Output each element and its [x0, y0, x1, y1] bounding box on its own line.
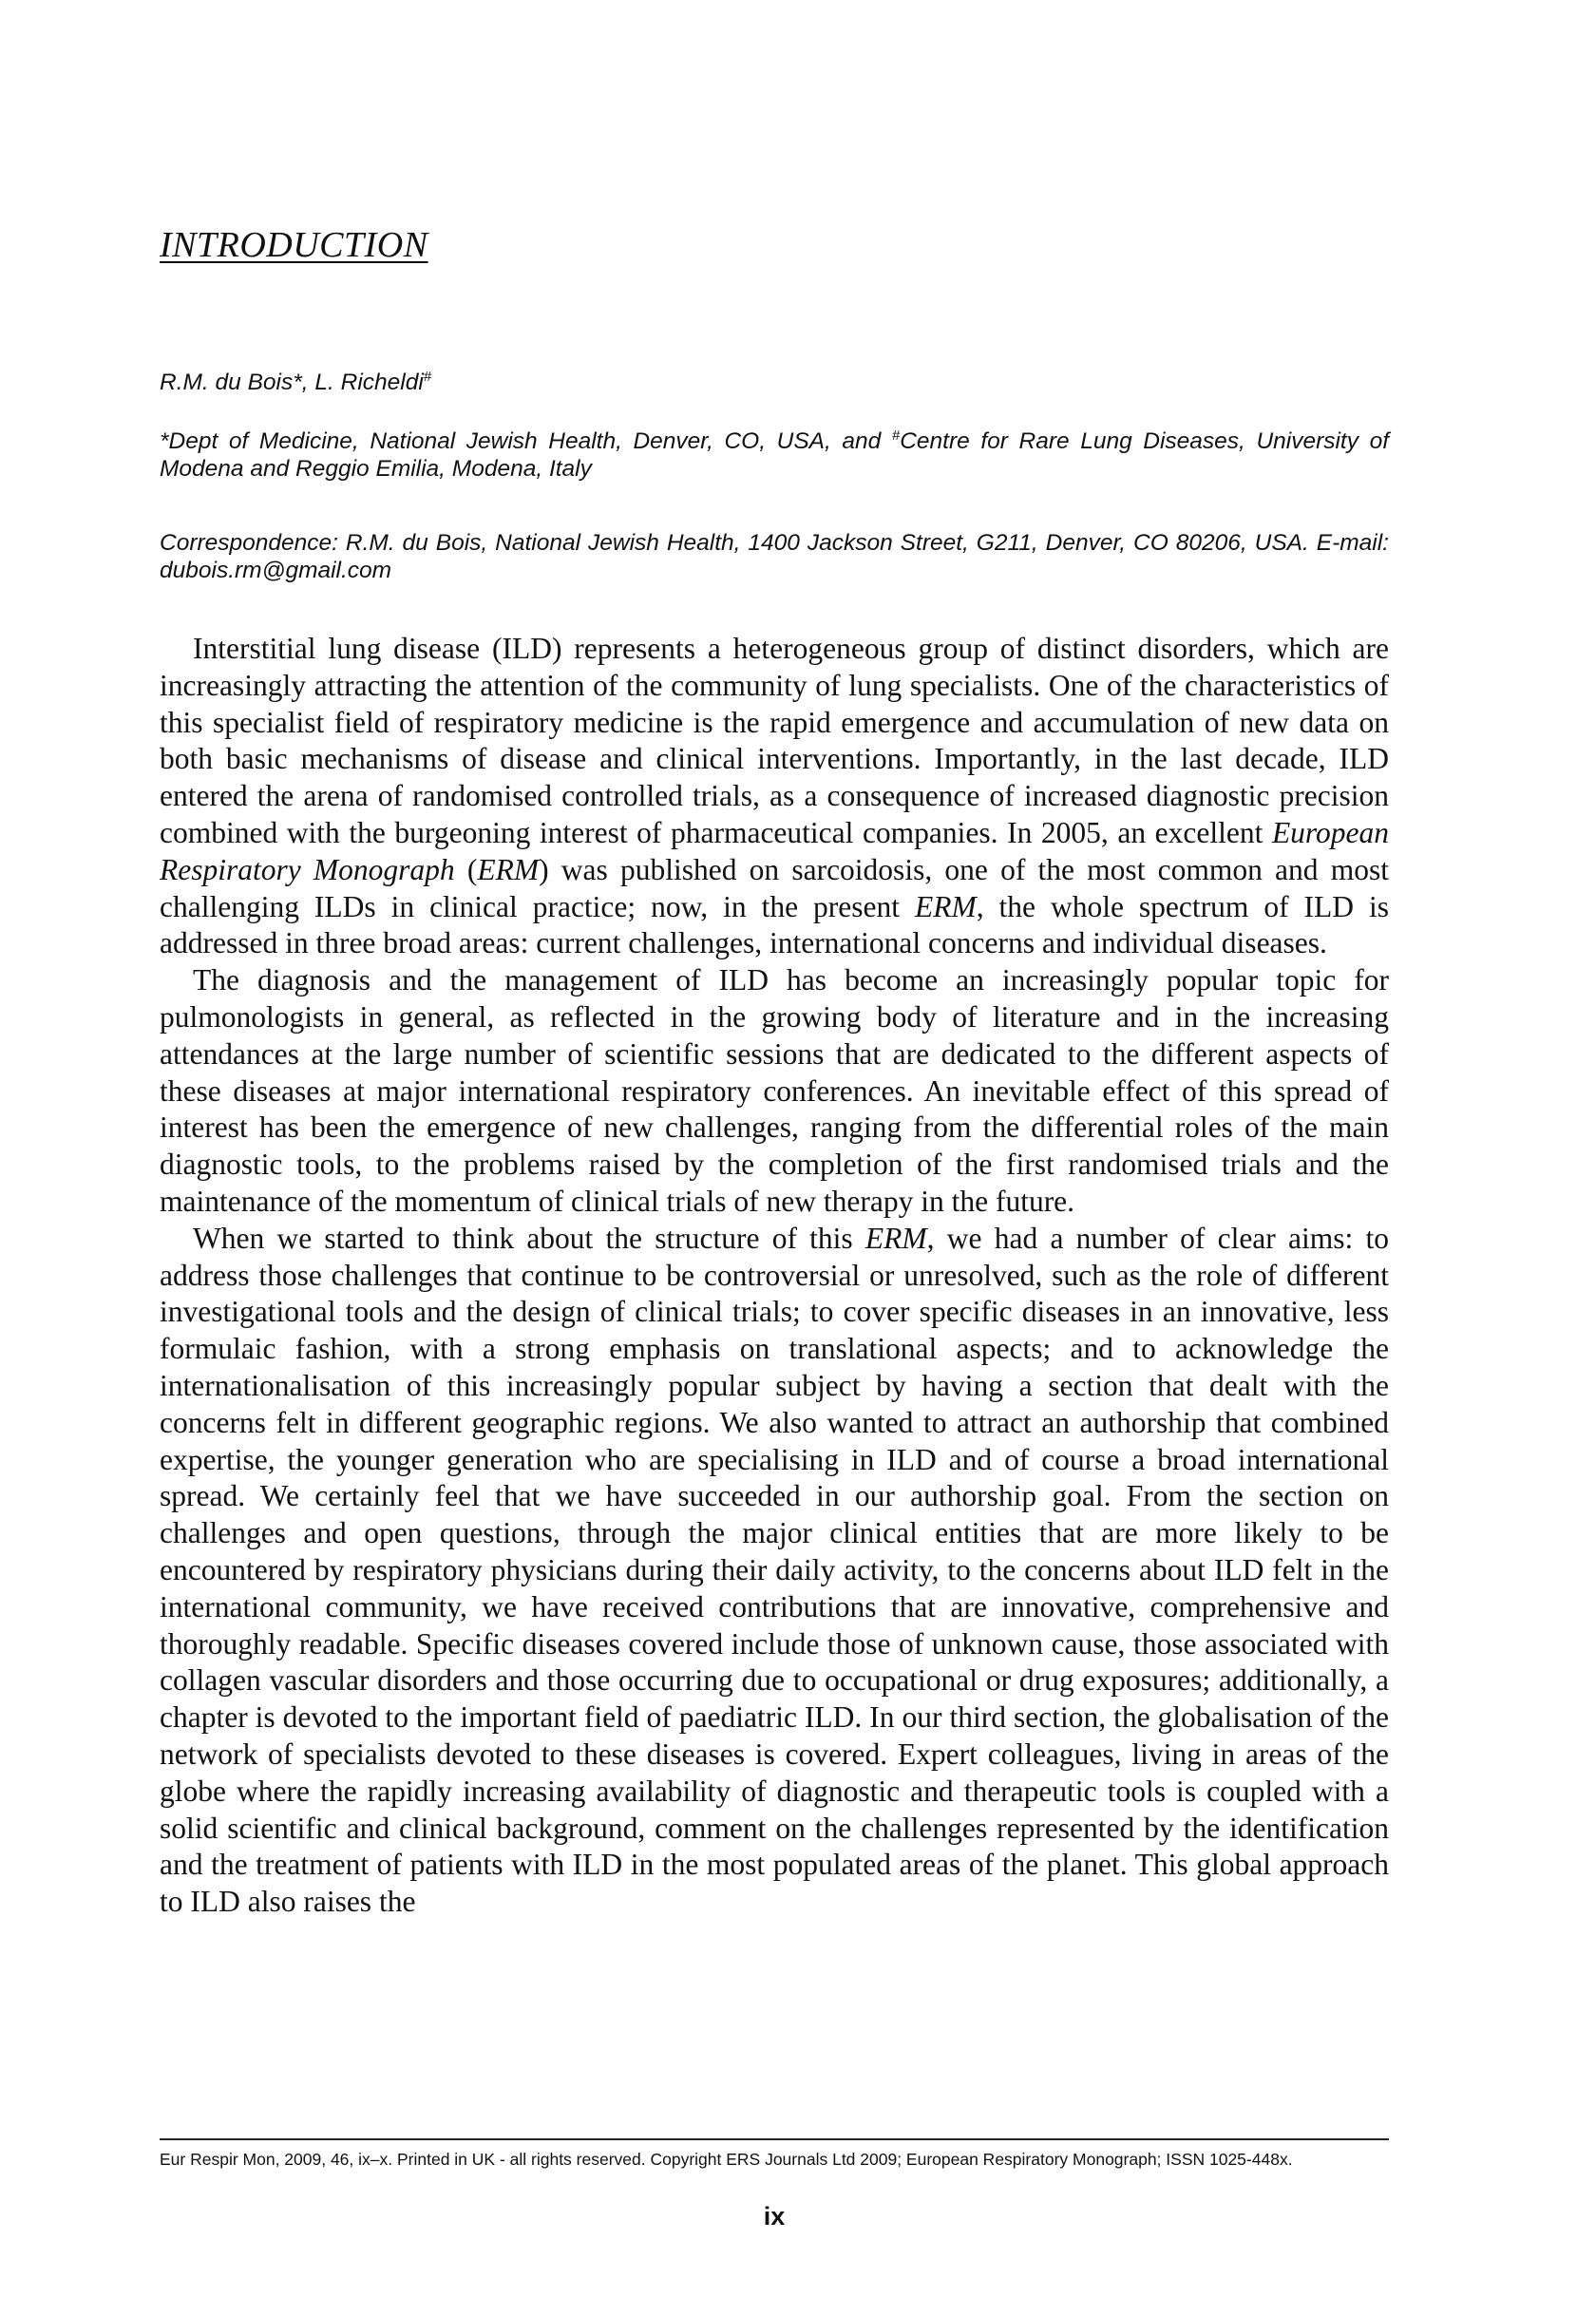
paragraph-3-text-b: , we had a number of clear aims: to address those challenges that continue to be controversial or unresolved, such as the role of different investigational tools and the design of clinical trials; to cover specific diseases in an innovative, less formulaic fashion, with a strong emphasis on translational aspects; and to acknowledge the internationalisation of this increasingly popular subject by having a section that dealt with the concerns felt in different geographic regions. We also wanted to attract an authorship that combined expertise, the younger generation who are specialising in ILD and of course a broad international spread. We certainly feel that we have succeeded in our authorship goal. From the section on challenges and open questions, through the major clinical entities that are more likely to be encountered by respiratory physicians during their daily activity, to the concerns about ILD felt in the international community, we have received contributions that are innovative, comprehensive and thoroughly readable. Specific diseases covered include those of unknown cause, those associated with collagen vascular disorders and those occurring due to occupational or drug exposures; additionally, a chapter is devoted to the important field of paediatric ILD. In our third section, the globalisation of the network of specialists devoted to these diseases is covered. Expert colleagues, living in areas of the globe where the rapidly increasing availability of diagnostic and therapeutic tools is coupled with a solid scientific and clinical background, comment on the challenges represented by the identification and the treatment of patients with ILD in the most populated areas of the planet. This global approach to ILD also raises the: [160, 1221, 1389, 1919]
paragraph-1-text-b: (: [454, 852, 478, 886]
affiliation-part-2: Centre for Rare Lung Diseases, University of Modena and Reggio Emilia, Modena, Italy: [160, 428, 1390, 482]
affiliation-mark: #: [891, 427, 901, 444]
paragraph-1-text-c: ) was published on sarcoidosis, one of the most common and most challenging ILDs in clinical practice; now, in the present: [160, 852, 1389, 923]
author-affiliation-mark: #: [423, 369, 432, 385]
article-title: INTRODUCTION: [160, 225, 428, 265]
paragraph-1-italic-1: European Respiratory Monograph: [160, 815, 1389, 886]
page-number: ix: [763, 2202, 786, 2231]
paragraph-1-italic-3: ERM: [914, 889, 977, 923]
footer-divider: [160, 2138, 1389, 2140]
footer-citation: Eur Respir Mon, 2009, 46, ix–x. Printed in UK - all rights reserved. Copyright ERS Journals Ltd 2009; European Respiratory Monograph; ISSN 1025-448x.: [160, 2150, 1293, 2169]
paragraph-1-text-d: , the whole spectrum of ILD is addressed in three broad areas: current challenges, international concerns and individual diseases.: [160, 889, 1389, 960]
correspondence-line: Correspondence: R.M. du Bois, National Jewish Health, 1400 Jackson Street, G211, Denver, CO 80206, USA. E-mail: dubois.rm@gmail.com: [160, 530, 1389, 583]
article-body: [160, 631, 1389, 1921]
affiliation-line: [160, 427, 1389, 483]
author-line: [160, 369, 1389, 396]
paragraph-3: [160, 1221, 1389, 1921]
paragraph-3-italic-1: ERM: [864, 1221, 927, 1255]
affiliation-part-1: *Dept of Medicine, National Jewish Health, Denver, CO, USA, and: [160, 428, 892, 454]
paragraph-1-italic-2: ERM: [477, 852, 540, 886]
paragraph-3-text-a: When we started to think about the structure of this: [193, 1221, 865, 1255]
paragraph-1-text-a: Interstitial lung disease (ILD) represents a heterogeneous group of distinct disorders, which are increasingly attracting the attention of the community of lung specialists. One of the characteristics of this specialist field of respiratory medicine is the rapid emergence and accumulation of new data on both basic mechanisms of disease and clinical interventions. Importantly, in the last decade, ILD entered the arena of randomised controlled trials, as a consequence of increased diagnostic precision combined with the burgeoning interest of pharmaceutical companies. In 2005, an excellent: [160, 632, 1389, 849]
paragraph-1: [160, 631, 1389, 962]
paragraph-2: The diagnosis and the management of ILD has become an increasingly popular topic for pulmonologists in general, as reflected in the growing body of literature and in the increasing attendances at the large number of scientific sessions that are dedicated to the different aspects of these diseases at major international respiratory conferences. An inevitable effect of this spread of interest has been the emergence of new challenges, ranging from the differential roles of the main diagnostic tools, to the problems raised by the completion of the first randomised trials and the maintenance of the momentum of clinical trials of new therapy in the future.: [160, 963, 1389, 1218]
author-names: R.M. du Bois*, L. Richeldi: [160, 370, 424, 395]
